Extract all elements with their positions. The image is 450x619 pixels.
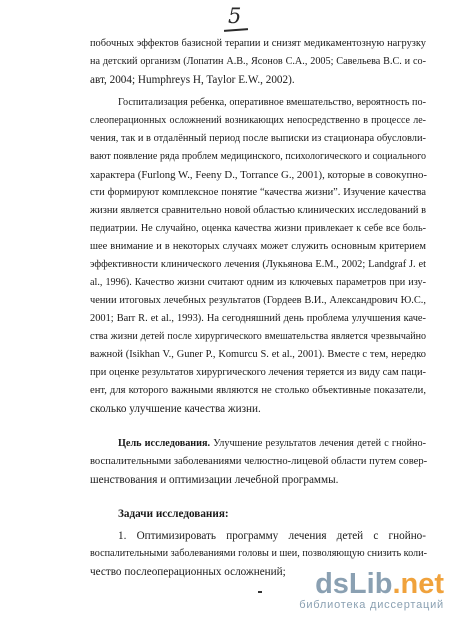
text-line: жизни является сравнительно новой областью клинических исследований в xyxy=(90,205,426,216)
text-line: на детский организм (Лопатин А.В., Ясонов С.А., 2005; Савельева В.С. и со- xyxy=(90,56,426,67)
page-number-underline xyxy=(224,28,248,32)
watermark-logo-accent: .net xyxy=(392,568,444,600)
text-line: сти формируют комплексное понятие “качества жизни”. Изучение качества xyxy=(90,187,426,198)
text-line: педиатрии. Не случайно, оценка качества жизни привлекает к себе все боль- xyxy=(90,223,426,234)
task-item-1: 1. Оптимизировать программу лечения детей с гнойно- xyxy=(118,530,426,542)
text-line: чения, так и в отдалённый период после выписки из стационара обусловли- xyxy=(90,133,426,144)
text-line: ства жизни детей после хирургического вмешательства является чрезвычайно xyxy=(90,331,426,342)
text-line: характера (Furlong W., Feeny D., Torrance G., 2001), которые в совокупно- xyxy=(90,169,428,181)
text-line: ент, для которого важными являются не столько объективные показатели, xyxy=(90,385,426,396)
text-line: эффективности клинического лечения (Лукьянова Е.М., 2002; Landgraf J. et xyxy=(90,259,426,270)
text-line: важной (Isikhan V., Guner P., Komurcu S. et al., 2001). Вместе с тем, нередко xyxy=(90,349,426,360)
text-line: шее внимание и в некоторых случаях может служить основным критерием xyxy=(90,241,426,252)
text-line: при оценке результатов хирургического лечения теряется из виду сам паци- xyxy=(90,367,426,378)
goal-heading: Цель исследования. xyxy=(118,438,211,449)
text-line: вают появление ряда проблем медицинского, психологического и социального xyxy=(90,151,426,162)
task-item-1-cont: чество послеоперационных осложнений; xyxy=(90,566,286,578)
watermark xyxy=(244,569,444,613)
goal-line: шенствования и оптимизации лечебной программы. xyxy=(90,474,339,486)
task-item-1-cont: воспалительными заболеваниями головы и шеи, позволяющую снизить коли- xyxy=(90,548,427,559)
text-line: 2001; Barr R. et al., 1993). На сегодняшний день проблема улучшения каче- xyxy=(90,313,426,324)
text-line: чении итоговых лечебных результатов (Гордеев В.И., Александрович Ю.С., xyxy=(90,295,426,306)
text-line: авт, 2004; Humphreys H, Taylor E.W., 2002). xyxy=(90,74,295,86)
text-line: слеоперационных осложнений возникающих непосредственно в процессе ле- xyxy=(90,115,426,126)
goal-text: Улучшение результатов лечения детей с гнойно- xyxy=(210,438,426,449)
watermark-subtitle: библиотека диссертаций xyxy=(299,599,444,611)
tasks-heading: Задачи исследования: xyxy=(118,508,229,520)
text-line: Госпитализация ребенка, оперативное вмешательство, вероятность по- xyxy=(118,97,426,108)
watermark-logo-main: dsLib xyxy=(315,568,393,600)
watermark-logo xyxy=(256,569,444,599)
text-line: сколько улучшение качества жизни. xyxy=(90,403,261,415)
goal-line: воспалительными заболеваниями челюстно-лицевой области путем совер- xyxy=(90,456,428,467)
page-number: 5 xyxy=(228,4,242,28)
text-line: al., 1996). Качество жизни считают одним из ключевых параметров при изу- xyxy=(90,277,426,288)
text-line: побочных эффектов базисной терапии и снизят медикаментозную нагрузку xyxy=(90,38,426,49)
goal-line xyxy=(118,437,426,451)
